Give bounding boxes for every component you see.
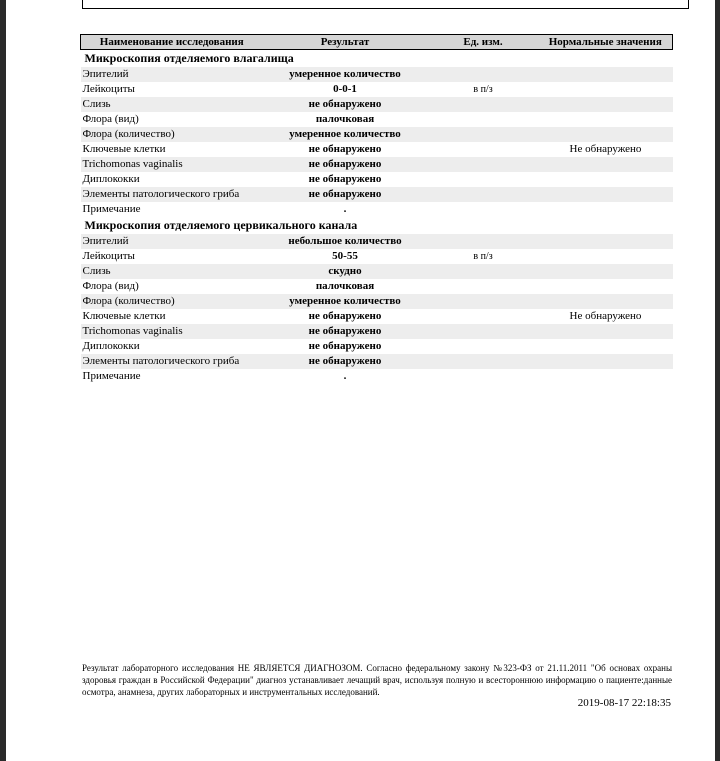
table-row	[81, 112, 673, 127]
row-unit	[428, 157, 539, 172]
row-unit	[428, 127, 539, 142]
row-name: Элементы патологического гриба	[81, 354, 263, 369]
row-norm	[539, 172, 673, 187]
row-unit	[428, 97, 539, 112]
row-unit	[428, 339, 539, 354]
row-unit	[428, 309, 539, 324]
row-name: Диплококки	[82, 340, 140, 352]
row-name: Примечание	[82, 370, 141, 382]
row-unit	[428, 142, 539, 157]
row-norm	[539, 339, 673, 354]
row-norm	[539, 264, 673, 279]
row-unit	[428, 354, 539, 369]
section-title: Микроскопия отделяемого цервикального канала	[84, 218, 358, 232]
row-norm	[539, 67, 673, 82]
row-name: Флора (вид)	[82, 280, 139, 292]
row-name: Эпителий	[81, 234, 263, 249]
row-name: Примечание	[82, 203, 141, 215]
table-row	[81, 234, 673, 249]
row-unit	[428, 264, 539, 279]
disclaimer-text: Результат лабораторного исследования НЕ ЯВЛЯЕТСЯ ДИАГНОЗОМ. Согласно федеральному закону №323-ФЗ от 21.11.2011 "Об основах охраны здоровья граждан в Российской Федерации" диагноз устанавливает лечащий врач, используя полную и всестороннюю информацию о пациенте:данные осмотра, анамнеза, других лабораторных и инструментальных исследований.	[82, 663, 672, 697]
row-norm	[539, 127, 673, 142]
row-norm	[539, 157, 673, 172]
row-name: Флора (вид)	[82, 113, 139, 125]
row-name: Trichomonas vaginalis	[81, 157, 263, 172]
table-row	[81, 157, 673, 172]
row-unit	[428, 112, 539, 127]
table-row	[81, 249, 673, 264]
row-result: небольшое количество	[263, 234, 428, 249]
row-name: Ключевые клетки	[82, 143, 166, 155]
table-row	[81, 279, 673, 294]
row-result: не обнаружено	[308, 340, 382, 352]
row-name: Ключевые клетки	[82, 310, 166, 322]
row-result: не обнаружено	[263, 324, 428, 339]
row-norm	[539, 82, 673, 97]
row-result: не обнаружено	[263, 157, 428, 172]
report-timestamp: 2019-08-17 22:18:35	[577, 697, 671, 709]
row-norm	[539, 187, 673, 202]
row-result: скудно	[263, 264, 428, 279]
row-norm	[539, 279, 673, 294]
row-norm	[539, 202, 673, 217]
row-unit	[428, 294, 539, 309]
table-row	[81, 187, 673, 202]
table-row	[81, 309, 673, 324]
row-norm: Не обнаружено	[569, 143, 642, 155]
row-result: 0-0-1	[333, 83, 357, 95]
row-result: умеренное количество	[263, 127, 428, 142]
row-norm	[539, 369, 673, 384]
header-name: Наименование исследования	[81, 35, 263, 50]
row-unit	[428, 172, 539, 187]
row-result: 50-55	[332, 250, 358, 262]
row-result: умеренное количество	[263, 294, 428, 309]
row-unit	[428, 202, 539, 217]
header-norm: Нормальные значения	[539, 35, 673, 50]
row-unit	[428, 187, 539, 202]
header-unit: Ед. изм.	[428, 35, 539, 50]
row-norm	[539, 112, 673, 127]
table-row	[81, 172, 673, 187]
row-result: не обнаружено	[263, 97, 428, 112]
row-unit: в п/з	[473, 84, 493, 95]
row-name: Лейкоциты	[82, 250, 135, 262]
row-name: Trichomonas vaginalis	[81, 324, 263, 339]
row-result: палочковая	[315, 280, 375, 292]
row-name: Лейкоциты	[82, 83, 135, 95]
left-page-edge	[0, 0, 6, 761]
row-result: не обнаружено	[308, 310, 382, 322]
row-result: палочковая	[315, 113, 375, 125]
table-header-row	[81, 35, 673, 50]
row-unit: в п/з	[473, 251, 493, 262]
results-body	[81, 50, 673, 385]
row-name: Флора (количество)	[81, 127, 263, 142]
row-unit	[428, 369, 539, 384]
table-row	[81, 67, 673, 82]
row-result: не обнаружено	[308, 143, 382, 155]
row-result: не обнаружено	[263, 187, 428, 202]
row-norm	[539, 249, 673, 264]
row-name: Слизь	[81, 97, 263, 112]
table-row	[81, 264, 673, 279]
row-norm	[539, 97, 673, 112]
row-name: Слизь	[81, 264, 263, 279]
row-unit	[428, 234, 539, 249]
row-norm: Не обнаружено	[569, 310, 642, 322]
top-frame-box	[82, 0, 689, 9]
table-row	[81, 339, 673, 354]
row-unit	[428, 279, 539, 294]
row-norm	[539, 324, 673, 339]
table-row	[81, 97, 673, 112]
table-row	[81, 354, 673, 369]
table-row	[81, 127, 673, 142]
section-title: Микроскопия отделяемого влагалища	[84, 51, 294, 65]
table-row	[81, 369, 673, 384]
row-name: Элементы патологического гриба	[81, 187, 263, 202]
right-page-edge	[715, 0, 720, 761]
table-row	[81, 202, 673, 217]
table-row	[81, 142, 673, 157]
row-result: .	[343, 370, 347, 382]
row-result: не обнаружено	[263, 354, 428, 369]
row-norm	[539, 354, 673, 369]
row-norm	[539, 234, 673, 249]
section-header	[81, 217, 673, 234]
row-result: .	[343, 203, 347, 215]
table-row	[81, 294, 673, 309]
section-header	[81, 50, 673, 68]
table-row	[81, 324, 673, 339]
row-unit	[428, 324, 539, 339]
row-unit	[428, 67, 539, 82]
results-table	[80, 34, 673, 384]
row-name: Флора (количество)	[81, 294, 263, 309]
table-row	[81, 82, 673, 97]
row-norm	[539, 294, 673, 309]
row-name: Эпителий	[81, 67, 263, 82]
row-name: Диплококки	[82, 173, 140, 185]
row-result: умеренное количество	[263, 67, 428, 82]
header-result: Результат	[263, 35, 428, 50]
row-result: не обнаружено	[308, 173, 382, 185]
